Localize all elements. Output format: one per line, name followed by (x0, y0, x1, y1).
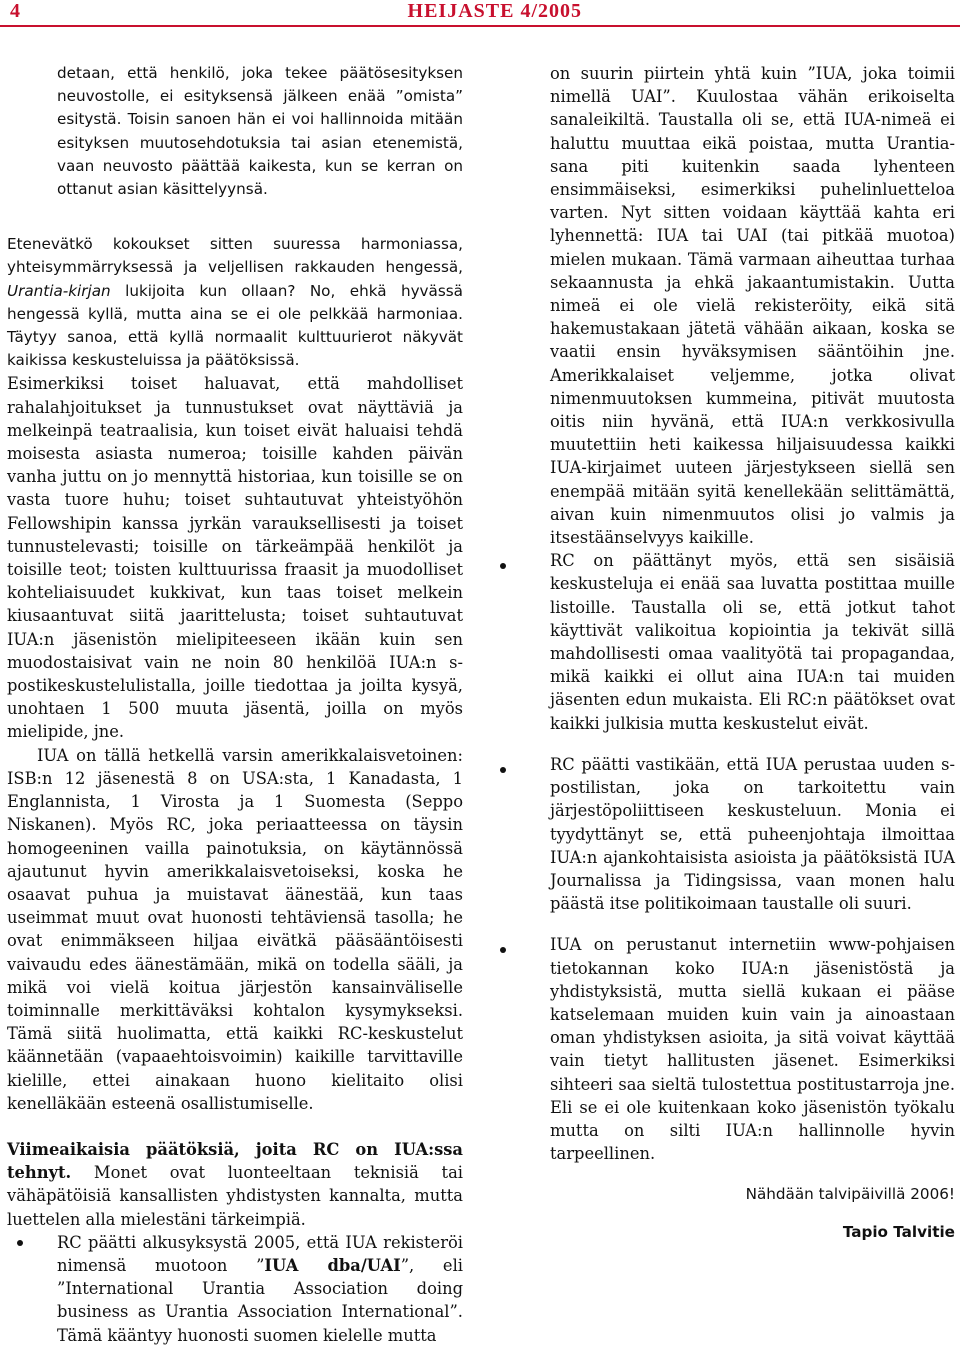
author-signature: Tapio Talvitie (842, 1222, 955, 1241)
paragraph-name-change: on suurin piirtein yhtä kuin ”IUA, joka toimii nimellä UAI”. Kuulostaa vähän erikoiselta sanaleikiltä. Taustalla oli se, että IUA-nimeä ei haluttu muuttaa eikä poistaa, mutta Urantia-sana piti kuitenkin saada lyhenteen ensimmäiseksi, esimerkiksi puhelinluetteloa varten. Nyt sitten voidaan käyttää kahta eri lyhennettä: IUA tai UAI (tai pitkää muotoa) mielen mukaan. Tämä varmaan aiheuttaa turhaa sekaannusta ja ehkä jakaantumistakin. Uutta nimeä ei ole vielä rekisteröity, eikä sitä hakemustakaan jätetä vähään aikaan, koska se vaatii ensin hyväksymisen sääntöihin jne. Amerikkalaiset veljemme, jotka olivat nimenmuutoksen kummeina, pitivät muutosta oitis niin hyvänä, että IUA:n verkkosivulla muutettiin heti kaikessa hiljaisuudessa kaikki IUA-kirjaimet uuteen järjestykseen siellä sen enempää mitään syitä kenellekään selittämättä, aivan kuin nimenmuutos olisi jo valmis ja itsestäänselvyys kaikille. (550, 64, 955, 548)
paragraph-iua-american: IUA on tällä hetkellä varsin amerikkalaisvetoinen: ISB:n 12 jäsenestä 8 on USA:sta, 1 Kanadasta, 1 Englannista, 1 Virosta ja 1 Suomesta (Seppo Niskanen). Myös RC, joka periaatteessa on täysin homogeeninen vailla painotuksia, on käytännössä ajautunut hyvin amerikkalaisvetoiseksi, koska he osaavat puhua ja muistavat äänestää, kun taas useimmat muut ovat huonosti tehtäviensä tasolla; he ovat enimmäkseen hiljaa eivätkä pääsääntöisesti vaivaudu edes äänestämään, mikä on todella sääli, ja mikä voi vielä koitua järjestön kansainväliselle toiminnalle merkittäväksi kohtalon kysymykseksi. Tämä siitä huolimatta, että kaikki RC-keskustelut käännetään (vapaaehtoisvoimin) kaikille tarvittaville kielille, ettei ainakaan huono kielitaito olisi kenelläkään esteenä osallistumiselle. (7, 745, 463, 1113)
left-column (7, 62, 463, 1347)
bullet-icon (500, 563, 506, 569)
bullet-icon (500, 767, 506, 773)
list-item: RC päätti alkusyksystä 2005, että IUA rekisteröi nimensä muotoon ”IUA dba/UAI”, eli ”International Urantia Association doing business as Urantia Association International”. Tämä kääntyy huonosti suomen kielelle mutta (7, 1231, 463, 1347)
page-header (0, 0, 960, 26)
decisions-heading: Viimeaikaisia päätöksiä, joita RC on IUA:ssa tehnyt. (7, 1139, 463, 1183)
decision-list (7, 1231, 463, 1347)
publication-title: HEIJASTE 4/2005 (407, 0, 582, 22)
closing-line: Nähdään talvipäivillä 2006! (745, 1185, 955, 1204)
header-rule (0, 25, 960, 27)
decision-list-continued (550, 549, 955, 1165)
paragraph-harmony: Etenevätkö kokoukset sitten suuressa harmoniassa, yhteisymmärryksessä ja veljellisen rakkauden hengessä, Urantia-kirjan lukijoita kun ollaan? No, ehkä hyvässä hengessä kyllä, mutta aina se ei ole pelkkää harmoniaa. Täytyy sanoa, että kyllä normaalit kulttuurierot näkyvät kaikissa keskusteluissa ja päätöksissä. (7, 235, 463, 370)
paragraph-examples: Esimerkiksi toiset haluavat, että mahdolliset rahalahjoitukset ja tunnustukset ovat näyttäviä ja melkeinpä teatraalisia, kun toiset eivät haluaisi tehdä moisesta asiasta numeroa; toisille kahden päivän vanha juttu on jo mennyttä historiaa, kun toisille se on vasta tuore huhu; toiset suhtautuvat yhteistyöhön Fellowshipin kanssa jyrkän varauksellisesti ja toiset tunnustelevasti; toisille on tärkeämpää henkilöt ja toisille teot; toisten kulttuurissa fraasit ja muodolliset kohteliaisuudet kukkivat, kun taas toiset melkein kiusaantuvat siitä jaarittelusta; toiset suhtautuvat IUA:n jäsenistön mielipiteeseen ikään kuin sen muodostaisivat vain ne noin 80 henkilöä IUA:n s-postikeskustelulistalla, joille tiedottaa ja joilta kysyä, unohtaen 1 500 muuta jäsentä, joilla on myös mielipide, jne. (7, 374, 463, 742)
paragraph-intro: detaan, että henkilö, joka tekee päätösesityksen neuvostolle, ei esityksensä jälkeen enää ”omista” esitystä. Toisin sanoen hän ei voi hallinnoida mitään esityksen muutosehdotuksia tai asian etenemistä, vaan neuvosto päättää kaikesta, kun se kerran on ottanut asian käsittelyynsä. (57, 64, 463, 199)
list-item: IUA on perustanut internetiin www-pohjaisen tietokannan koko IUA:n jäsenistöstä ja yhdistyksistä, mutta siellä kukaan ei pääse katselemaan muiden kuin vain ja ainoastaan oman yhdistyksen asioita, ja sitä voivat käyttää vain tietyt hallitusten jäsenet. Esimerkiksi sihteeri saa sieltä tulostettua postitustarroja jne. Eli se ei ole kuitenkaan koko jäsenistön työkalu mutta on silti IUA:n hallinnolle hyvin tarpeellinen. (550, 933, 955, 1165)
list-item: RC päätti vastikään, että IUA perustaa uuden s-postilistan, joka on tarkoitettu vain järjestöpoliittiseen keskusteluun. Monia ei tyydyttänyt se, että puheenjohtaja ilmoittaa IUA:n ajankohtaisista asioista ja päätöksistä IUA Journalissa ja Tidingsissa, vaan monen halu päästä itse politikoimaan taustalle oli suuri. (550, 753, 955, 915)
bullet-icon (500, 947, 506, 953)
page-number: 4 (10, 0, 20, 22)
list-item: RC on päättänyt myös, että sen sisäisiä keskusteluja ei enää saa luvatta postittaa muille listoille. Taustalla oli se, että jotkut tahot käyttivät valikoitua kopiointia ja tekivät sillä mahdollisesti omaa vaalityötä tai propagandaa, mikä kaikki ei ollut aina IUA:n tai muiden jäsenten edun mukaista. Eli RC:n päätökset ovat kaikki julkisia mutta keskustelut eivät. (550, 549, 955, 735)
book-title: Urantia-kirjan (7, 281, 111, 300)
right-column (550, 62, 955, 1244)
bullet-icon (17, 1240, 23, 1246)
paragraph-decisions: Viimeaikaisia päätöksiä, joita RC on IUA:ssa tehnyt. Monet ovat luonteeltaan teknisiä tai vähäpätöisiä kansallisten yhdistysten kannalta, mutta luettelen alla mielestäni tärkeimpiä. (7, 1139, 463, 1229)
